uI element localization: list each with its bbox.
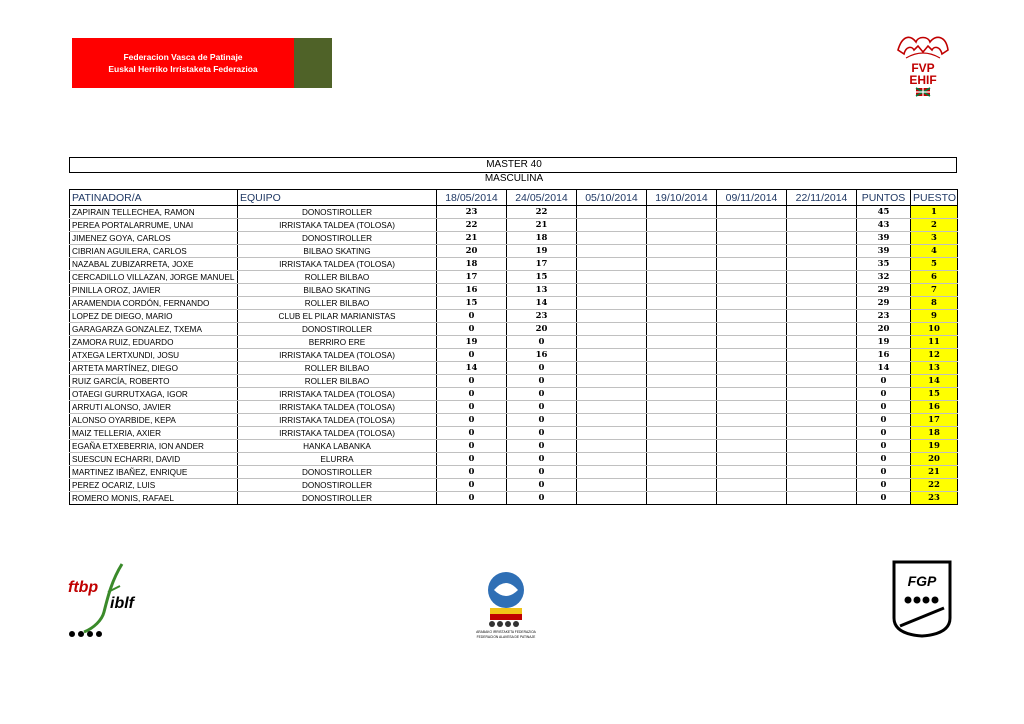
score-race-5 [717,401,787,414]
team-name: IRRISTAKA TALDEA (TOLOSA) [238,258,437,271]
final-position: 6 [911,271,958,284]
score-race-6 [787,479,857,492]
table-row [70,219,958,232]
table-row [70,414,958,427]
score-race-1: 0 [437,401,507,414]
score-race-2: 0 [507,453,577,466]
team-name: IRRISTAKA TALDEA (TOLOSA) [238,388,437,401]
total-points: 19 [857,336,911,349]
total-points: 39 [857,245,911,258]
skater-name: JIMENEZ GOYA, CARLOS [70,232,238,245]
total-points: 16 [857,349,911,362]
col-header-date-2: 24/05/2014 [507,190,577,206]
score-race-5 [717,206,787,219]
score-race-2: 0 [507,414,577,427]
skater-name: ZAPIRAIN TELLECHEA, RAMON [70,206,238,219]
score-race-1: 14 [437,362,507,375]
score-race-1: 0 [437,388,507,401]
table-row [70,323,958,336]
score-race-1: 19 [437,336,507,349]
score-race-5 [717,310,787,323]
skater-name: CIBRIAN AGUILERA, CARLOS [70,245,238,258]
score-race-6 [787,206,857,219]
score-race-6 [787,336,857,349]
total-points: 45 [857,206,911,219]
final-position: 23 [911,492,958,505]
team-name: ROLLER BILBAO [238,271,437,284]
skater-name: ARAMENDIA CORDÓN, FERNANDO [70,297,238,310]
table-row [70,492,958,505]
category-title-bar [69,157,957,184]
score-race-4 [647,232,717,245]
score-race-1: 23 [437,206,507,219]
team-name: ROLLER BILBAO [238,362,437,375]
score-race-4 [647,427,717,440]
score-race-5 [717,219,787,232]
total-points: 0 [857,479,911,492]
score-race-6 [787,440,857,453]
skater-name: ATXEGA LERTXUNDI, JOSU [70,349,238,362]
results-table [69,189,958,505]
score-race-4 [647,219,717,232]
team-name: DONOSTIROLLER [238,479,437,492]
total-points: 0 [857,453,911,466]
skater-name: PEREZ OCARIZ, LUIS [70,479,238,492]
table-row [70,401,958,414]
score-race-2: 21 [507,219,577,232]
score-race-4 [647,271,717,284]
score-race-3 [577,401,647,414]
score-race-5 [717,245,787,258]
total-points: 32 [857,271,911,284]
table-row [70,388,958,401]
skater-name: ARTETA MARTÍNEZ, DIEGO [70,362,238,375]
score-race-2: 18 [507,232,577,245]
score-race-2: 0 [507,375,577,388]
score-race-2: 0 [507,401,577,414]
score-race-3 [577,492,647,505]
ftbp-iblf-logo [64,562,146,640]
score-race-3 [577,258,647,271]
total-points: 43 [857,219,911,232]
score-race-6 [787,284,857,297]
score-race-1: 0 [437,414,507,427]
total-points: 35 [857,258,911,271]
score-race-5 [717,258,787,271]
final-position: 15 [911,388,958,401]
score-race-3 [577,453,647,466]
score-race-3 [577,284,647,297]
results-body [70,206,958,505]
skater-name: PEREA PORTALARRUME, UNAI [70,219,238,232]
score-race-2: 17 [507,258,577,271]
score-race-2: 14 [507,297,577,310]
score-race-5 [717,271,787,284]
skater-name: EGAÑA ETXEBERRIA, ION ANDER [70,440,238,453]
skater-name: ROMERO MONIS, RAFAEL [70,492,238,505]
score-race-4 [647,401,717,414]
team-name: BILBAO SKATING [238,245,437,258]
score-race-4 [647,284,717,297]
team-name: IRRISTAKA TALDEA (TOLOSA) [238,349,437,362]
logo-fgp-text: FGP [907,573,937,589]
table-row [70,245,958,258]
score-race-6 [787,492,857,505]
score-race-5 [717,414,787,427]
score-race-4 [647,466,717,479]
score-race-2: 23 [507,310,577,323]
score-race-2: 0 [507,336,577,349]
skater-name: OTAEGI GURRUTXAGA, IGOR [70,388,238,401]
header-row [70,190,958,206]
score-race-6 [787,466,857,479]
team-name: DONOSTIROLLER [238,206,437,219]
score-race-5 [717,466,787,479]
score-race-6 [787,401,857,414]
score-race-4 [647,375,717,388]
skater-name: NAZABAL ZUBIZARRETA, JOXE [70,258,238,271]
table-row [70,440,958,453]
final-position: 13 [911,362,958,375]
team-name: ELURRA [238,453,437,466]
team-name: IRRISTAKA TALDEA (TOLOSA) [238,401,437,414]
score-race-5 [717,453,787,466]
final-position: 14 [911,375,958,388]
score-race-1: 0 [437,375,507,388]
score-race-3 [577,375,647,388]
col-header-skater: PATINADOR/A [70,190,238,206]
score-race-1: 18 [437,258,507,271]
table-row [70,362,958,375]
final-position: 17 [911,414,958,427]
score-race-2: 0 [507,362,577,375]
score-race-4 [647,336,717,349]
score-race-3 [577,388,647,401]
score-race-3 [577,310,647,323]
score-race-6 [787,453,857,466]
score-race-1: 22 [437,219,507,232]
score-race-4 [647,245,717,258]
total-points: 0 [857,492,911,505]
score-race-1: 0 [437,453,507,466]
org-name-basque: Euskal Herriko Irristaketa Federazioa [108,64,258,74]
total-points: 0 [857,401,911,414]
score-race-3 [577,479,647,492]
table-row [70,375,958,388]
score-race-3 [577,323,647,336]
team-name: DONOSTIROLLER [238,492,437,505]
skater-name: ALONSO OYARBIDE, KEPA [70,414,238,427]
score-race-1: 0 [437,349,507,362]
team-name: ROLLER BILBAO [238,375,437,388]
score-race-2: 0 [507,466,577,479]
score-race-6 [787,349,857,362]
total-points: 0 [857,375,911,388]
score-race-6 [787,362,857,375]
score-race-2: 20 [507,323,577,336]
skater-name: MAIZ TELLERIA, AXIER [70,427,238,440]
score-race-6 [787,414,857,427]
table-row [70,349,958,362]
score-race-3 [577,466,647,479]
table-row [70,466,958,479]
score-race-6 [787,232,857,245]
team-name: HANKA LABANKA [238,440,437,453]
score-race-6 [787,219,857,232]
score-race-1: 0 [437,440,507,453]
fvp-ehif-logo [888,28,958,98]
col-header-date-4: 19/10/2014 [647,190,717,206]
score-race-2: 0 [507,479,577,492]
logo-ftbp-text: ftbp [68,579,99,596]
team-name: DONOSTIROLLER [238,323,437,336]
score-race-6 [787,388,857,401]
col-header-date-1: 18/05/2014 [437,190,507,206]
score-race-5 [717,284,787,297]
score-race-5 [717,440,787,453]
score-race-3 [577,336,647,349]
final-position: 12 [911,349,958,362]
table-row [70,336,958,349]
score-race-1: 21 [437,232,507,245]
total-points: 20 [857,323,911,336]
score-race-1: 0 [437,427,507,440]
final-position: 8 [911,297,958,310]
final-position: 1 [911,206,958,219]
final-position: 2 [911,219,958,232]
federation-banner [72,38,332,88]
score-race-4 [647,258,717,271]
skater-name: LOPEZ DE DIEGO, MARIO [70,310,238,323]
score-race-4 [647,362,717,375]
final-position: 5 [911,258,958,271]
score-race-5 [717,232,787,245]
total-points: 0 [857,414,911,427]
final-position: 9 [911,310,958,323]
score-race-5 [717,492,787,505]
total-points: 23 [857,310,911,323]
score-race-5 [717,349,787,362]
total-points: 0 [857,440,911,453]
score-race-6 [787,245,857,258]
final-position: 4 [911,245,958,258]
team-name: DONOSTIROLLER [238,466,437,479]
final-position: 18 [911,427,958,440]
score-race-2: 0 [507,427,577,440]
score-race-5 [717,388,787,401]
total-points: 29 [857,284,911,297]
score-race-3 [577,427,647,440]
score-race-3 [577,297,647,310]
score-race-3 [577,349,647,362]
skater-name: SUESCUN ECHARRI, DAVID [70,453,238,466]
score-race-3 [577,440,647,453]
table-row [70,427,958,440]
final-position: 19 [911,440,958,453]
fgp-logo [886,558,958,638]
score-race-6 [787,271,857,284]
logo-iblf-text: iblf [110,595,134,612]
final-position: 3 [911,232,958,245]
team-name: IRRISTAKA TALDEA (TOLOSA) [238,219,437,232]
score-race-1: 16 [437,284,507,297]
score-race-6 [787,310,857,323]
score-race-4 [647,349,717,362]
score-race-5 [717,336,787,349]
org-name-spanish: Federacion Vasca de Patinaje [123,52,243,62]
score-race-4 [647,414,717,427]
skater-name: ARRUTI ALONSO, JAVIER [70,401,238,414]
score-race-6 [787,323,857,336]
logo-fvp-text: FVP [911,61,935,75]
team-name: CLUB EL PILAR MARIANISTAS [238,310,437,323]
final-position: 16 [911,401,958,414]
col-header-team: EQUIPO [238,190,437,206]
table-row [70,258,958,271]
final-position: 10 [911,323,958,336]
score-race-5 [717,362,787,375]
team-name: BERRIRO ERE [238,336,437,349]
score-race-4 [647,479,717,492]
score-race-2: 0 [507,492,577,505]
total-points: 0 [857,466,911,479]
federation-banner-text [72,38,294,88]
arabako-federation-logo [466,568,546,640]
score-race-5 [717,427,787,440]
score-race-4 [647,492,717,505]
logo-center-line2: FEDERACION ALAVESA DE PATINAJE [476,635,536,639]
total-points: 0 [857,388,911,401]
category-title: MASTER 40 MASCULINA [484,159,544,184]
logo-center-line1: ARABAKO IRRISTAKETA FEDERAZIOA [476,630,536,634]
banner-green-block [294,38,332,88]
score-race-2: 13 [507,284,577,297]
score-race-4 [647,310,717,323]
team-name: IRRISTAKA TALDEA (TOLOSA) [238,414,437,427]
score-race-2: 0 [507,388,577,401]
score-race-3 [577,414,647,427]
total-points: 14 [857,362,911,375]
score-race-1: 0 [437,466,507,479]
score-race-4 [647,297,717,310]
score-race-6 [787,427,857,440]
score-race-3 [577,206,647,219]
skater-name: ZAMORA RUIZ, EDUARDO [70,336,238,349]
total-points: 0 [857,427,911,440]
score-race-2: 0 [507,440,577,453]
score-race-2: 19 [507,245,577,258]
col-header-date-6: 22/11/2014 [787,190,857,206]
col-header-date-3: 05/10/2014 [577,190,647,206]
score-race-3 [577,232,647,245]
col-header-date-5: 09/11/2014 [717,190,787,206]
table-row [70,206,958,219]
score-race-6 [787,258,857,271]
score-race-1: 15 [437,297,507,310]
table-row [70,297,958,310]
score-race-6 [787,297,857,310]
score-race-4 [647,440,717,453]
final-position: 21 [911,466,958,479]
col-header-position: PUESTO [911,190,958,206]
score-race-4 [647,453,717,466]
score-race-4 [647,323,717,336]
score-race-5 [717,479,787,492]
table-row [70,232,958,245]
total-points: 29 [857,297,911,310]
team-name: IRRISTAKA TALDEA (TOLOSA) [238,427,437,440]
final-position: 7 [911,284,958,297]
skater-name: MARTINEZ IBAÑEZ, ENRIQUE [70,466,238,479]
score-race-1: 0 [437,479,507,492]
total-points: 39 [857,232,911,245]
score-race-3 [577,219,647,232]
team-name: BILBAO SKATING [238,284,437,297]
score-race-2: 16 [507,349,577,362]
score-race-4 [647,206,717,219]
score-race-1: 20 [437,245,507,258]
score-race-1: 0 [437,310,507,323]
skater-name: CERCADILLO VILLAZAN, JORGE MANUEL [70,271,238,284]
table-row [70,453,958,466]
logo-ehif-text: EHIF [909,73,937,87]
score-race-5 [717,297,787,310]
skater-name: RUIZ GARCÍA, ROBERTO [70,375,238,388]
score-race-3 [577,271,647,284]
team-name: DONOSTIROLLER [238,232,437,245]
score-race-3 [577,245,647,258]
score-race-4 [647,388,717,401]
score-race-3 [577,362,647,375]
score-race-5 [717,375,787,388]
skater-name: GARAGARZA GONZALEZ, TXEMA [70,323,238,336]
score-race-1: 0 [437,323,507,336]
final-position: 11 [911,336,958,349]
col-header-points: PUNTOS [857,190,911,206]
final-position: 22 [911,479,958,492]
score-race-6 [787,375,857,388]
score-race-1: 0 [437,492,507,505]
table-row [70,271,958,284]
skater-name: PINILLA OROZ, JAVIER [70,284,238,297]
score-race-5 [717,323,787,336]
table-row [70,310,958,323]
team-name: ROLLER BILBAO [238,297,437,310]
score-race-1: 17 [437,271,507,284]
table-row [70,479,958,492]
score-race-2: 22 [507,206,577,219]
final-position: 20 [911,453,958,466]
table-row [70,284,958,297]
score-race-2: 15 [507,271,577,284]
